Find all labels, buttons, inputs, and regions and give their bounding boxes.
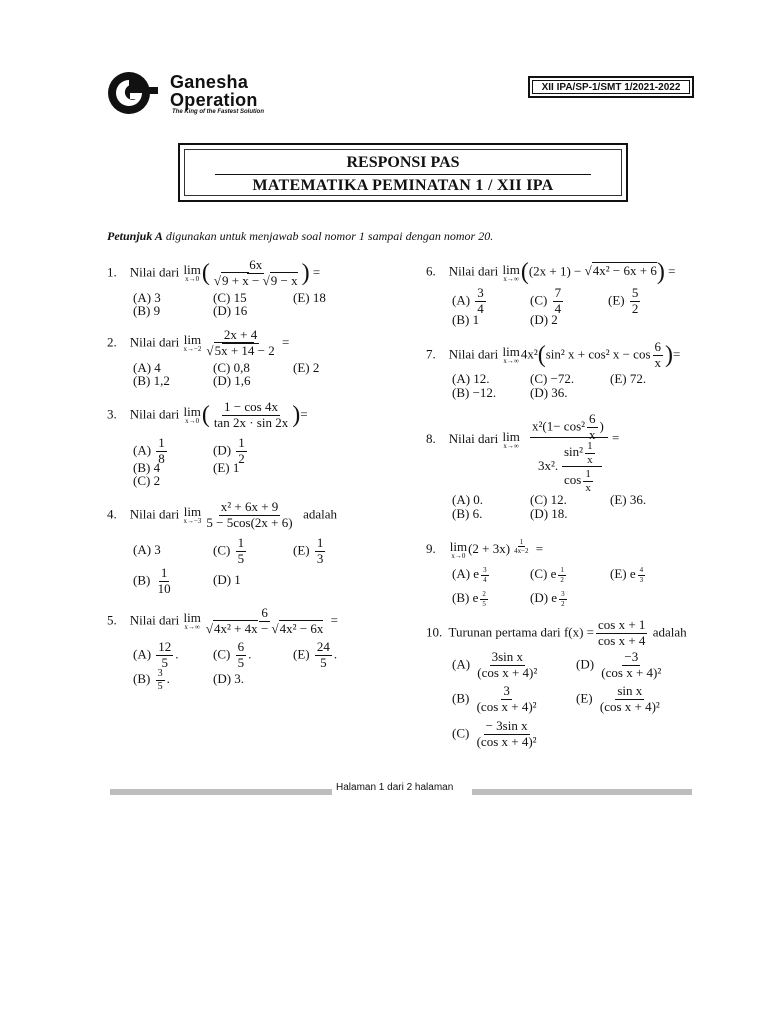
q3-option-b[interactable]: (B) 4 (133, 460, 161, 475)
q10-option-b[interactable]: (B) $\frac{3}{\text{(cos x + 4)²}}$ (452, 683, 537, 714)
q9-option-b[interactable]: (B) e $\frac{2}{5}$ (452, 590, 486, 608)
q4-option-b[interactable]: (B) $\frac{1}{10}$ (133, 565, 171, 596)
document-code-box (528, 76, 694, 98)
q8-prefix: Nilai dari (448, 430, 499, 446)
q5-option-b[interactable]: (B) $\frac{3}{5}$ . (133, 668, 170, 692)
q8-option-e[interactable]: (E) 36. (610, 492, 647, 507)
q10-fraction: $\frac{\text{cos x + 1}}{\text{cos x + 4}}$ (598, 617, 646, 648)
q10-number: 10. (426, 624, 443, 640)
question-9: 9. lim x→0 (2 + 3x) $^{\frac{1}{4x-2}}$ = (426, 538, 544, 560)
q10-options-row1 (452, 650, 665, 681)
title-line1: RESPONSI PAS (346, 154, 460, 171)
q4-option-e[interactable]: (E) $\frac{1}{3}$ (293, 535, 324, 566)
q6-number: 6. (426, 263, 436, 279)
q5-prefix: Nilai dari (129, 612, 180, 628)
q10-option-c[interactable]: (C) $\frac{\text{− 3sin x}}{\text{(cos x + 4)²}}$ (452, 718, 537, 749)
q2-option-b[interactable]: (B) 1,2 (133, 373, 170, 388)
q5-number: 5. (107, 612, 117, 628)
q2-option-e[interactable]: (E) 2 (293, 360, 320, 375)
q9-option-a[interactable]: (A) e $\frac{3}{4}$ (452, 566, 487, 584)
q4-limit: lim x→−3 (183, 504, 202, 526)
q6-prefix: Nilai dari (448, 263, 499, 279)
q8-equals: = (612, 430, 620, 445)
q4-prefix: Nilai dari (129, 506, 180, 522)
q3-prefix: Nilai dari (129, 406, 180, 422)
q4-option-a[interactable]: (A) 3 (133, 542, 161, 558)
q7-option-e[interactable]: (E) 72. (610, 371, 647, 386)
q8-cos-term: cos $\frac{1}{x}$ (564, 468, 591, 494)
q2-options-row2 (133, 373, 251, 389)
q9-number: 9. (426, 540, 436, 556)
q3-fraction: $\frac{1 - \cos 4x}{\tan 2x \cdot \sin 2x}$ (213, 399, 289, 430)
q3-option-d[interactable]: (D) $\frac{1}{2}$ (213, 435, 245, 466)
brand-name-line1: Ganesha (170, 72, 249, 92)
title-box (178, 143, 628, 202)
q5-limit: lim x→∞ (183, 610, 201, 632)
question-10: 10. Turunan pertama dari f(x) = $\frac{\text{cos x + 1}}{\text{cos x + 4}}$ adalah (426, 617, 687, 648)
q1-option-e[interactable]: (E) 18 (293, 290, 326, 305)
q3-option-a[interactable]: (A) $\frac{1}{8}$ (133, 435, 165, 466)
q9-limit: lim x→0 (449, 539, 468, 560)
q7-prefix: Nilai dari (448, 346, 499, 362)
brand-tagline: The King of the Fastest Solution (172, 109, 264, 115)
q4-fraction: $\frac{\text{x² + 6x + 9}}{5 - 5\cos(2x + 6)}$ (206, 499, 293, 530)
q8-denominator-left: 3x². (538, 458, 559, 473)
q5-options-row2 (133, 668, 244, 692)
q1-option-d[interactable]: (D) 16 (213, 303, 248, 318)
q8-number: 8. (426, 430, 436, 446)
q6-option-a[interactable]: (A) $\frac{3}{4}$ (452, 285, 484, 316)
q2-option-c[interactable]: (C) 0,8 (213, 360, 250, 375)
q8-fraction-bar (530, 437, 608, 438)
q10-prefix: Turunan pertama dari (448, 624, 561, 640)
q7-options-row2 (452, 385, 568, 401)
q7-option-d[interactable]: (D) 36. (530, 385, 568, 400)
q1-option-c[interactable]: (C) 15 (213, 290, 247, 305)
title-line2: MATEMATIKA PEMINATAN 1 / XII IPA (252, 177, 554, 194)
q8-limit: lim x→∞ (502, 429, 520, 450)
instruction-rest: digunakan untuk menjawab soal nomor 1 sampai dengan nomor 20. (165, 229, 494, 243)
q1-prefix: Nilai dari (129, 264, 180, 280)
q7-option-b[interactable]: (B) −12. (452, 385, 497, 400)
brand-name-line2: Operation (170, 90, 258, 110)
q3-limit: lim x→0 (183, 404, 201, 426)
q10-options-row3 (452, 719, 541, 750)
q8-inner-fraction-bar (562, 466, 602, 467)
q5-option-c[interactable]: (C) $\frac{6}{5}$ . (213, 639, 252, 670)
q10-option-a[interactable]: (A) $\frac{\text{3sin x}}{\text{(cos x + 4)²}}$ (452, 649, 538, 680)
q5-fraction: 6 √ 4x² + 4x − √ 4x² − 6x (204, 606, 326, 637)
q1-option-b[interactable]: (B) 9 (133, 303, 161, 318)
q1-fraction: 6x √ 9 + x − √ 9 − x (212, 258, 300, 289)
page-number: Halaman 1 dari 2 halaman (336, 782, 454, 793)
title-inner-frame (184, 149, 622, 196)
question-5: 5. Nilai dari lim x→∞ 6 √ 4x² + 4x − √ 4x² − 6x = (107, 606, 338, 637)
q10-options-row2 (452, 684, 664, 715)
question-1: 1. Nilai dari lim x→0 ( 6x √ 9 + x − √ 9 − x ) = (107, 258, 320, 289)
question-2: 2. Nilai dari lim x→−2 2x + 4 √ 5x + 14 − 2 = (107, 328, 289, 359)
q5-options-row1 (133, 640, 337, 671)
q1-limit: lim x→0 (183, 262, 201, 284)
q3-option-c[interactable]: (C) 2 (133, 473, 161, 488)
q8-option-c[interactable]: (C) 12. (530, 492, 567, 507)
q2-number: 2. (107, 334, 117, 350)
q1-options-row2 (133, 303, 247, 319)
q2-fraction: 2x + 4 √ 5x + 14 − 2 (204, 328, 276, 359)
q2-option-a[interactable]: (A) 4 (133, 360, 161, 375)
ganesha-logo-icon (106, 70, 158, 116)
footer-bar-left (110, 789, 332, 795)
instruction-text (107, 229, 493, 244)
q5-option-d[interactable]: (D) 3. (213, 670, 245, 686)
q6-options-row2 (452, 312, 558, 328)
q7-number: 7. (426, 346, 436, 362)
question-7: 7. Nilai dari lim x→∞ 4x²(sin² x + cos² x − cos $\frac{6}{x}$ )= (426, 339, 681, 370)
q2-option-d[interactable]: (D) 1,6 (213, 373, 251, 388)
q9-option-e[interactable]: (E) e $\frac{4}{3}$ (610, 566, 644, 584)
q8-numerator: x²(1− cos² $\frac{6}{x}$ ) (532, 411, 604, 442)
q7-option-c[interactable]: (C) −72. (530, 371, 575, 386)
q3-option-e[interactable]: (E) 1 (213, 460, 240, 475)
q6-option-c[interactable]: (C) $\frac{7}{4}$ (530, 285, 562, 316)
q8-option-d[interactable]: (D) 18. (530, 506, 568, 521)
q7-limit: lim x→∞ (502, 344, 520, 366)
q4-number: 4. (107, 506, 117, 522)
title-divider (215, 174, 591, 175)
q2-prefix: Nilai dari (129, 334, 180, 350)
q10-option-e[interactable]: (E) $\frac{\text{sin x}}{\text{(cos x + 4)²}}$ (576, 683, 660, 714)
q3-number: 3. (107, 406, 117, 422)
question-8-label (426, 430, 521, 450)
question-4: 4. Nilai dari lim x→−3 $\frac{\text{x² + 6x + 9}}{5 - 5\cos(2x + 6)}$ adalah (107, 499, 337, 530)
document-code: XII IPA/SP-1/SMT 1/2021-2022 (532, 80, 690, 94)
q6-option-e[interactable]: (E) $\frac{5}{2}$ (608, 285, 639, 316)
question-6: 6. Nilai dari lim x→∞ ((2x + 1) − √ 4x² − 6x + 6) = (426, 259, 675, 286)
q9-options-row1 (452, 566, 647, 584)
instruction-lead: Petunjuk A (107, 229, 163, 243)
q6-option-b[interactable]: (B) 1 (452, 312, 480, 327)
q1-option-a[interactable]: (A) 3 (133, 290, 161, 305)
q4-option-c[interactable]: (C) $\frac{1}{5}$ (213, 535, 245, 566)
q9-options-row2 (452, 590, 569, 608)
q7-option-a[interactable]: (A) 12. (452, 371, 490, 386)
question-3: 3. Nilai dari lim x→0 ( $\frac{1 - \cos 4x}{\tan 2x \cdot \sin 2x}$ )= (107, 399, 308, 430)
q2-limit: lim x→−2 (183, 332, 202, 354)
footer-bar-right (472, 789, 692, 795)
q4-option-d[interactable]: (D) 1 (213, 572, 241, 588)
q5-option-e[interactable]: (E) $\frac{24}{5}$ . (293, 639, 338, 670)
q9-option-c[interactable]: (C) e $\frac{1}{2}$ (530, 566, 564, 584)
q3-options-row3 (133, 473, 160, 489)
q1-number: 1. (107, 264, 117, 280)
q8-option-b[interactable]: (B) 6. (452, 506, 483, 521)
q6-option-d[interactable]: (D) 2 (530, 312, 558, 327)
q8-sin-term: sin² $\frac{1}{x}$ (564, 440, 593, 466)
q5-option-a[interactable]: (A) $\frac{12}{5}$ . (133, 639, 179, 670)
q8-options-row2 (452, 506, 568, 522)
q10-option-d[interactable]: (D) $\frac{-3}{\text{(cos x + 4)²}}$ (576, 649, 662, 680)
q4-options-row1 (133, 536, 327, 567)
q8-option-a[interactable]: (A) 0. (452, 492, 484, 507)
q9-option-d[interactable]: (D) e $\frac{3}{2}$ (530, 590, 565, 608)
q4-options-row2 (133, 566, 241, 597)
q6-limit: lim x→∞ (502, 261, 520, 283)
